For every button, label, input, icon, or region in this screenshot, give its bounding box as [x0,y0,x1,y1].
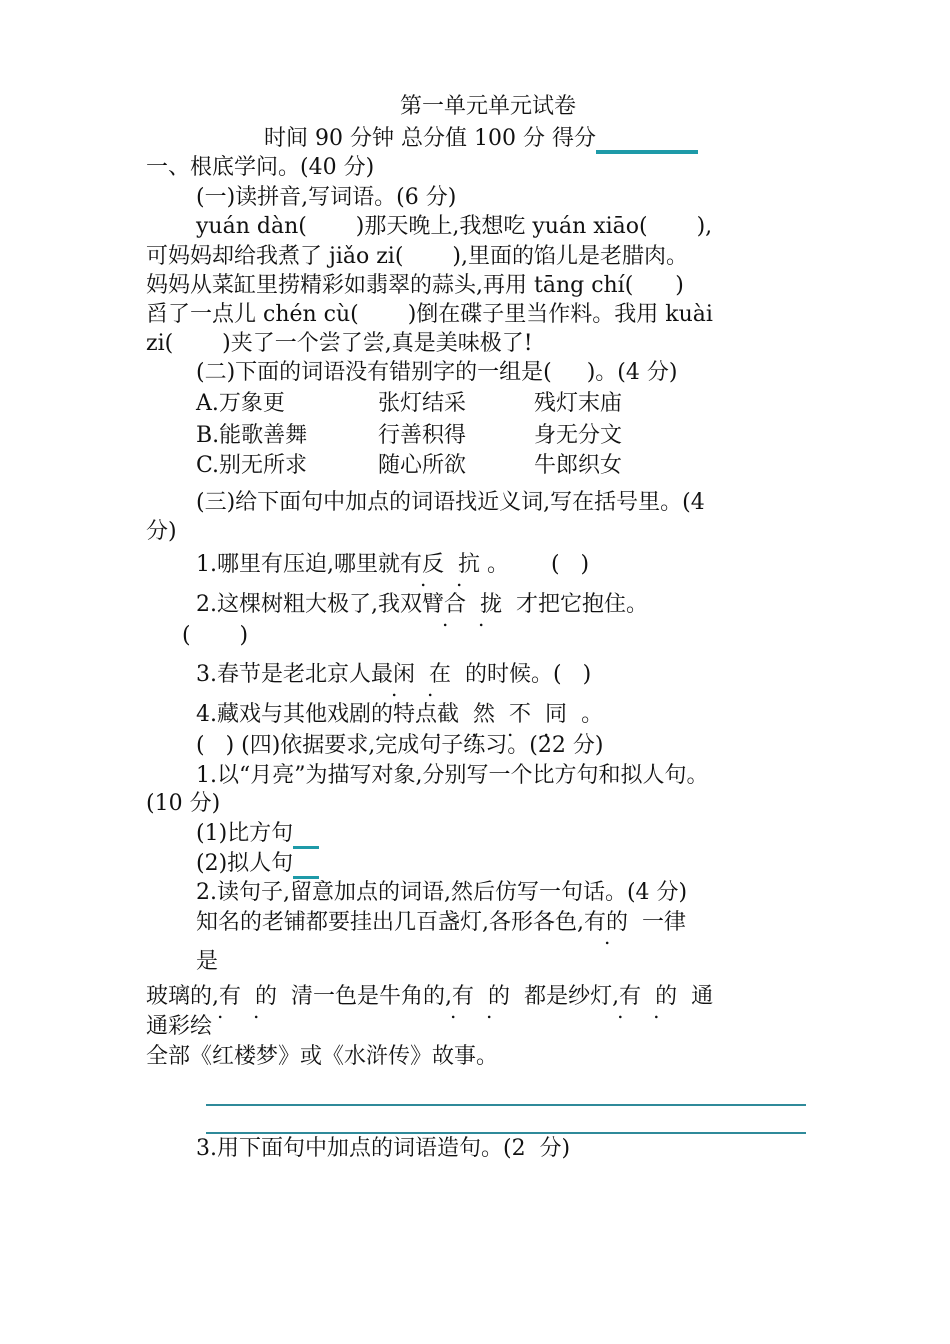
dotted-char: 闲 [393,662,416,687]
part3-heading: (三)给下面句中加点的词语找近义词,写在括号里。(4 [196,490,705,515]
part3-heading-cont: 分) [146,519,177,544]
answer-blank[interactable] [293,852,319,879]
dotted-char: 的 [488,984,511,1009]
dotted-char: 合 [443,592,466,617]
imitation-line: 全部《红楼梦》或《水浒传》故事。 [146,1044,499,1069]
score-blank[interactable] [596,124,698,154]
dotted-char: 拢 [480,592,503,617]
q-text: 3.春节是老北京人最 [196,662,393,687]
q-text: 。 ( ) [487,552,590,577]
answer-paren: ( ) [182,623,249,648]
pinyin-line: 可妈妈却给我煮了 jiǎo zi( ),里面的馅儿是老腊肉。 [146,244,688,269]
dotted-char: 有 [219,984,242,1009]
part4-heading: ( ) (四)依据要求,完成句子练习。(22 分) [196,733,604,758]
answer-line[interactable] [206,1104,806,1106]
q-text: 都是纱灯, [524,984,620,1009]
pinyin-line: 妈妈从菜缸里捞精彩如翡翠的蒜头,再用 tāng chí( ) [146,273,684,298]
q-text: 才把它抱住。 [516,592,649,617]
part4-q2: 2.读句子,留意加点的词语,然后仿写一句话。(4 分) [196,880,688,905]
personification-item [196,849,319,879]
sub-label: (1)比方句 [196,821,294,846]
answer-blank[interactable] [293,822,319,849]
pinyin-line: zi( )夹了一个尝了尝,真是美味极了! [146,331,533,356]
dotted-char: 有 [619,984,642,1009]
q-text: 2.这棵树粗大极了,我双臂 [196,592,444,617]
option-a-2: 张灯结采 [378,391,467,416]
option-c-1: C.别无所求 [196,453,308,478]
q-text: 知名的老铺都要挂出几百盏灯,各形各色,有 [196,910,606,935]
option-c-3: 牛郎织女 [534,453,623,478]
imitation-line: 是 [196,949,219,974]
simile-item [196,819,319,849]
q-text: 通 [691,984,714,1009]
option-b-3: 身无分文 [534,423,623,448]
synonym-q3 [196,660,591,690]
sub-label: (2)拟人句 [196,851,294,876]
q-text: 玻璃的, [146,984,219,1009]
imitation-line [196,908,686,938]
page-title: 第一单元单元试卷 [400,94,577,119]
q-text: 1.哪里有压迫,哪里就有 [196,552,422,577]
dotted-char: 同 [545,702,568,727]
pinyin-line: yuán dàn( )那天晚上,我想吃 yuán xiāo( ), [196,214,713,239]
q-text: 。 [581,702,604,727]
option-c-2: 随心所欲 [378,453,467,478]
q-text: 一律 [642,910,687,935]
part1-heading: (一)读拼音,写词语。(6 分) [196,185,457,210]
synonym-q1 [196,550,589,580]
exam-info-text: 时间 90 分钟 总分值 100 分 得分 [264,126,596,151]
dotted-char: 然 [473,702,496,727]
dotted-char: 反 [421,552,444,577]
q-text: 4.藏戏与其他戏剧的特点 [196,702,437,727]
dotted-char: 的 [606,910,629,935]
imitation-line: 通彩绘 [146,1014,213,1039]
dotted-char: 抗 [458,552,481,577]
option-a-1: A.万象更 [196,391,285,416]
exam-info [264,124,698,154]
option-b-2: 行善积得 [378,423,467,448]
pinyin-line: 舀了一点儿 chén cù( )倒在碟子里当作料。我用 kuài [146,302,713,327]
synonym-q2 [196,590,648,620]
part4-q1-cont: (10 分) [146,791,221,816]
dotted-char: 在 [429,662,452,687]
synonym-q4 [196,700,603,730]
dotted-char: 的 [655,984,678,1009]
dotted-char: 的 [255,984,278,1009]
option-a-3: 残灯末庙 [534,391,623,416]
q-text: 的时候。( ) [465,662,592,687]
q-text: 清一色是牛角的, [291,984,453,1009]
part4-q3: 3.用下面句中加点的词语造句。(2 分) [196,1136,571,1161]
dotted-char: 不 [509,702,532,727]
dotted-char: 截 [437,702,460,727]
part4-q1: 1.以“月亮”为描写对象,分别写一个比方句和拟人句。 [196,763,709,788]
section-heading: 一、根底学问。(40 分) [146,155,375,180]
part2-heading: (二)下面的词语没有错别字的一组是( )。(4 分) [196,360,678,385]
option-b-1: B.能歌善舞 [196,423,308,448]
dotted-char: 有 [452,984,475,1009]
imitation-line [146,982,713,1012]
